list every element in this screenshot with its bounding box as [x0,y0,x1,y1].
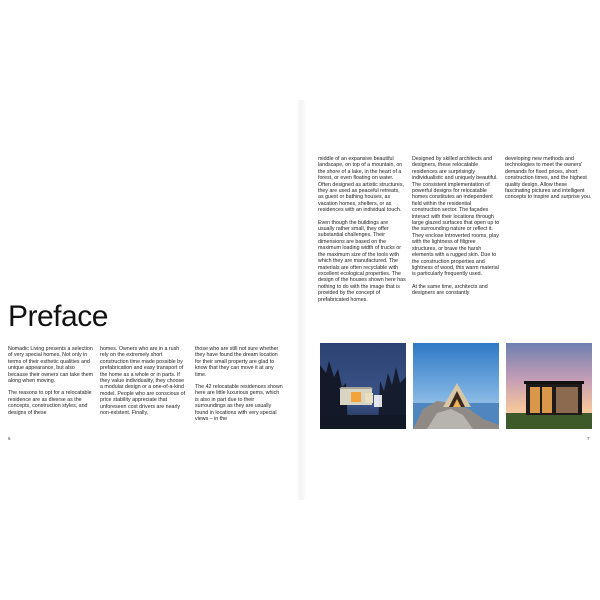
page-number-right: 7 [587,436,590,441]
photo-forest-cabin [320,343,406,429]
text-column-3 [195,346,283,428]
paragraph: those who are still not sure whether they have found the dream location for their small property are glad to know that they can move it at any time. [195,346,279,378]
paragraph: Even though the buildings are usually rather small, they offer substantial challenges. Their dimensions are based on the maximum loading width of trucks or the maximum size of the tools with which they are manufactured. The materials are often recyclable with excellent ecological properties. The design of the houses shown here has nothing to do with the image that is provided by the concept of prefabricated homes. [318,219,406,303]
glass-cabin-sunset-icon [506,343,592,429]
photo-glass-cabin [506,343,592,429]
forest-cabin-dusk-icon [320,343,406,429]
paragraph: Designed by skilled architects and designers, these relocatable residences are surprisingly individualistic and uniquely beautiful. The consistent implementation of powerful designs for relocatable homes constitutes an independent field within the residential construction sector. The façades interact with their locations through large glazed surfaces that open up to the surrounding nature or reflect it. They enclose introverted rooms, play with the lightness of filigree structures, or brave the harsh elements with a rugged skin. Due to the construction properties and lightness of wood, this warm material is particularly frequently used. [412,156,500,278]
text-column-4 [318,156,406,309]
spine-shadow [296,100,306,500]
text-column-6 [505,156,593,207]
page-title: Preface [8,300,108,333]
paragraph: homes. Owners who are in a rush rely on the extremely short construction time made possible by prefabrication and easy transport of the home as a whole or in parts. If they value individuality, they choose a modular design or a one-of-a-kind model. People who are conscious of price stability appreciate that unforeseen cost drivers are nearly non-existent. Finally, [100,346,186,417]
paragraph: middle of an expansive beautiful landscape, on top of a mountain, on the shore of a lake, in the heart of a forest, or even floating on water. Often designed as artistic structures, they are used as peaceful retreats, as guest or bathing houses, as vacation homes, shelters, or as residences with an individual touch. [318,156,404,214]
paragraph: The reasons to opt for a relocatable residence are as diverse as the concepts, construction styles, and designs of these [8,390,92,416]
text-column-5 [412,156,500,303]
paragraph: Nomadic Living presents a selection of very special homes. Not only in terms of their esthetic qualities and unique appearance, but also because their owners can take them along when moving. [8,346,94,385]
cliff-cabin-sea-icon [413,343,499,429]
paragraph: developing new methods and technologies to meet the owners' demands for fixed prices, short construction times, and the highest quality design. Allow these fascinating pictures and intelligent concepts to inspire and surprise you. [505,156,592,201]
text-column-2 [100,346,188,422]
page-number-left: 6 [8,436,11,441]
photo-cliff-cabin [413,343,499,429]
paragraph: The 42 relocatable residences shown here are little luxurious gems, which is also in part due to their surroundings as they are usually found in locations with very special views – in the [195,384,283,423]
paragraph: At the same time, architects and designers are constantly [412,283,488,297]
text-column-1 [8,346,96,422]
